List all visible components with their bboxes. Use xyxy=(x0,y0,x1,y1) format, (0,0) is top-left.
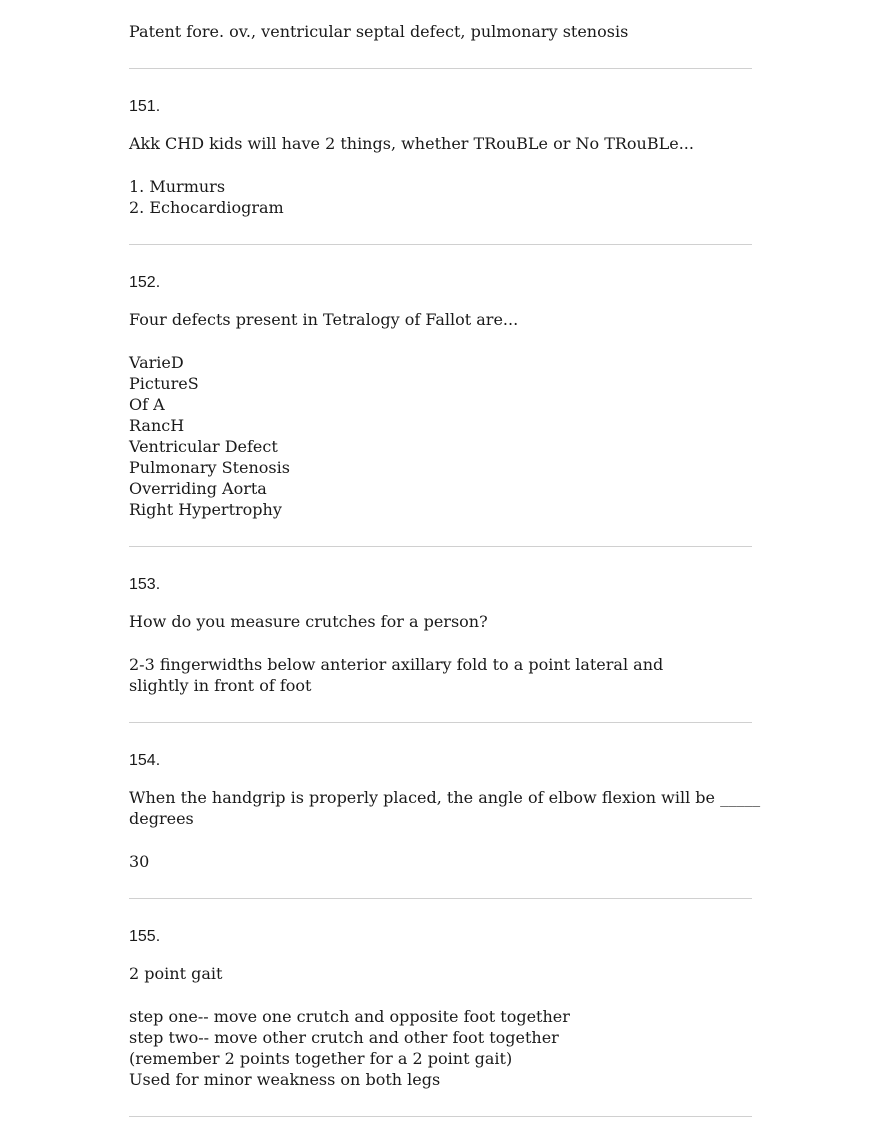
answer-line: slightly in front of foot xyxy=(129,676,312,695)
card-question xyxy=(129,787,761,829)
answer-line: RancH xyxy=(129,416,185,435)
question-line: Akk CHD kids will have 2 things, whether TRouBLe or No TRouBLe... xyxy=(129,134,694,153)
card-question xyxy=(129,611,752,632)
answer-line: 2. Echocardiogram xyxy=(129,198,284,217)
answer-line: Ventricular Defect xyxy=(129,437,278,456)
answer-line: 2-3 fingerwidths below anterior axillary fold to a point lateral and xyxy=(129,655,664,674)
card-answer xyxy=(129,176,752,218)
question-line: When the handgrip is properly placed, the angle of elbow flexion will be _____ xyxy=(129,788,761,807)
flashcard-155 xyxy=(129,926,752,1090)
answer-line: 1. Murmurs xyxy=(129,177,226,196)
card-answer xyxy=(129,851,752,872)
answer-line: (remember 2 points together for a 2 point gait) xyxy=(129,1049,513,1068)
question-line: degrees xyxy=(129,809,194,828)
previous-card-answer: Patent fore. ov., ventricular septal defect, pulmonary stenosis xyxy=(129,22,629,41)
card-answer xyxy=(129,654,752,696)
flashcard-151 xyxy=(129,96,752,218)
answer-line: Pulmonary Stenosis xyxy=(129,458,290,477)
card-divider xyxy=(129,68,752,69)
flashcard-152 xyxy=(129,272,752,520)
card-question xyxy=(129,133,752,154)
card-question xyxy=(129,963,752,984)
flashcard-154 xyxy=(129,750,761,872)
flashcard-list xyxy=(129,0,761,1117)
card-divider xyxy=(129,546,752,547)
answer-line: Of A xyxy=(129,395,165,414)
card-number: 155. xyxy=(129,928,161,945)
card-answer xyxy=(129,1006,752,1090)
answer-line: Overriding Aorta xyxy=(129,479,267,498)
card-divider xyxy=(129,244,752,245)
answer-line: PictureS xyxy=(129,374,199,393)
card-question xyxy=(129,309,752,330)
card-number: 153. xyxy=(129,576,161,593)
answer-line: Used for minor weakness on both legs xyxy=(129,1070,441,1089)
answer-line: Right Hypertrophy xyxy=(129,500,282,519)
card-number: 151. xyxy=(129,98,161,115)
card-divider xyxy=(129,898,752,899)
answer-line: VarieD xyxy=(129,353,184,372)
card-answer xyxy=(129,352,752,520)
answer-line: step one-- move one crutch and opposite foot together xyxy=(129,1007,570,1026)
answer-line: 30 xyxy=(129,852,150,871)
question-line: 2 point gait xyxy=(129,964,223,983)
question-line: How do you measure crutches for a person? xyxy=(129,612,488,631)
card-number: 154. xyxy=(129,752,161,769)
flashcard-153 xyxy=(129,574,752,696)
card-divider xyxy=(129,1116,752,1117)
card-number: 152. xyxy=(129,274,161,291)
answer-line: step two-- move other crutch and other foot together xyxy=(129,1028,559,1047)
card-divider xyxy=(129,722,752,723)
question-line: Four defects present in Tetralogy of Fallot are... xyxy=(129,310,519,329)
